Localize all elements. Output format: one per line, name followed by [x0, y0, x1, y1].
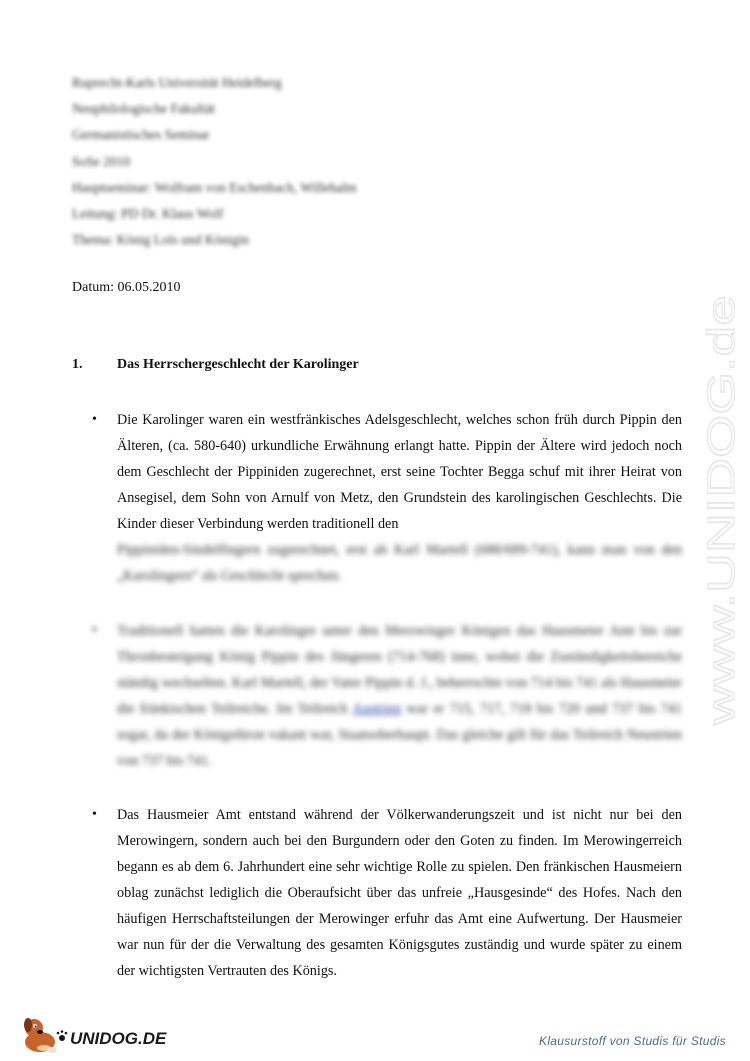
austrien-link[interactable]: Austrien — [352, 701, 402, 717]
bullet-icon: • — [92, 412, 97, 427]
header-instructor: Leitung: PD Dr. Klaus Wolf — [72, 205, 224, 221]
header-course: Hauptseminar: Wolfram von Eschenbach, Willehalm — [72, 179, 357, 195]
unidog-logo — [18, 1012, 168, 1056]
logo-text: UNIDOG.DE — [70, 1029, 167, 1048]
document-header — [72, 70, 492, 253]
header-semester: SoSe 2010 — [72, 153, 131, 169]
bullet-2-text — [117, 618, 682, 774]
bullet-item-3 — [92, 802, 682, 984]
header-faculty: Neuphilologische Fakultät — [72, 101, 215, 117]
bullet-item-1 — [92, 407, 682, 589]
dog-mascot-icon — [24, 1018, 57, 1053]
bullet-3-text: Das Hausmeier Amt entstand während der Völkerwanderungszeit und ist nicht nur bei den Merowingern, sondern auch bei den Burgundern oder den Goten zu finden. Im Merowingerreich begann es ab dem 6. Jahrhundert eine sehr wichtige Rolle zu spielen. Den fränkischen Hausmeiern oblag zunächst lediglich die Oberaufsicht über das unfreie „Hausgesinde“ des Hofes. Nach den häufigen Herrschaftsteilungen der Merowinger erfuhr das Amt eine Aufwertung. Der Hausmeier war nun für der die Verwaltung des gesamten Königsgutes zuständig und wurde später zu einem der wichtigsten Vertrauten des Königs. — [117, 807, 682, 979]
section-title: Das Herrschergeschlecht der Karolinger — [117, 357, 359, 372]
footer-tagline: Klausurstoff von Studis für Studis — [539, 1034, 726, 1048]
header-seminar: Germanistisches Seminar — [72, 127, 210, 143]
bullet-1-blurred-text: Pippiniden-Sindelfingern zugerechnet, erst ab Karl Martell (688/689-741), kann man von den „Karolingern“ als Geschlecht sprechen. — [117, 542, 682, 584]
bullet-1-clear-text: Die Karolinger waren ein westfränkisches Adelsgeschlecht, welches schon früh durch Pippin den Älteren, (ca. 580-640) urkundliche Erwähnung erlangt hatte. Pippin der Ältere wird jedoch noch dem Geschlecht der Pippiniden zugerechnet, erst seine Tochter Begga schuf mit ihrer Heirat von Ansegisel, dem Sohn von Arnulf von Metz, den Grundstein des karolingischen Geschlechts. Die Kinder dieser Verbindung werden traditionell den — [117, 412, 682, 532]
watermark — [698, 285, 748, 730]
header-topic: Thema: König Loïs und Königin — [72, 232, 249, 248]
bullet-2-text-a: Traditionell hatten die Karolinger unter den Merowinger Königen das Hausmeier Amt bis zur Thronbesteigung König Pippin des Jüngeren (714-768) inne, wobei die Zuständigkeitsbereiche ständig wechselten. Karl Martell, der Vater Pippin d. J., beherrschte von 714 bis 741 als Hausmeier die fränkischen Teilreiche. Im Teilreich — [117, 623, 682, 717]
section-number: 1. — [72, 357, 83, 372]
bullet-item-2 — [92, 618, 682, 774]
section-heading — [72, 357, 359, 373]
bullet-2-text-b: war er 715, 717, 718 bis 720 und 737 bis 741 sogar, da der Königsthron vakant war, Staatsoberhaupt. Das gleiche gilt für das Teilreich Neustrien von 737 bis 741. — [117, 701, 683, 769]
bullet-icon: • — [92, 623, 97, 638]
bullet-icon: • — [92, 807, 97, 822]
document-date: Datum: 06.05.2010 — [72, 280, 181, 295]
paw-icon — [57, 1030, 68, 1041]
header-university: Ruprecht-Karls Universität Heidelberg — [72, 75, 282, 90]
bullet-1-text — [117, 407, 682, 589]
watermark-text: www.UNIDOG.de — [701, 429, 743, 725]
